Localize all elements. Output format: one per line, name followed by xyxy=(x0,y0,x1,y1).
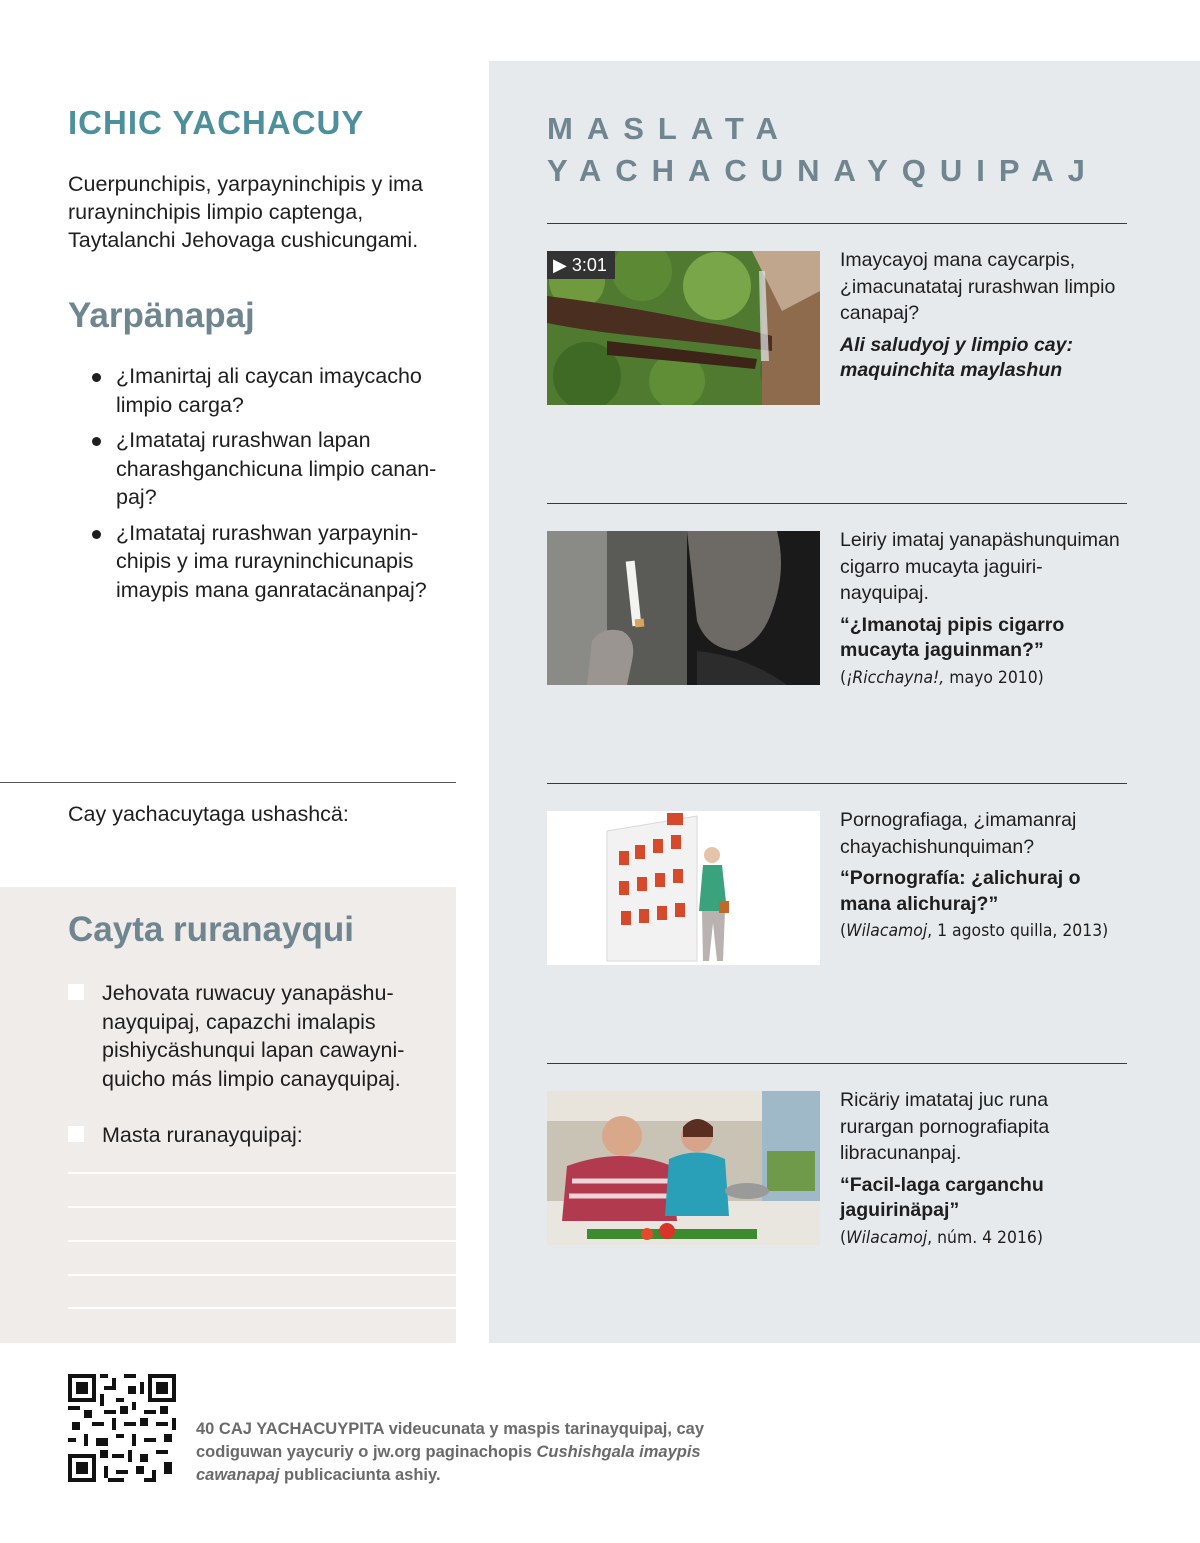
summary-title: ICHIC YACHACUY xyxy=(68,104,365,141)
review-question-text: ¿Imatataj rurashwan lapan charashganchicuna limpio cananpaj? xyxy=(116,428,437,509)
notes-label: Cay yachacuytaga ushashcä: xyxy=(68,802,349,826)
resource-item xyxy=(840,247,1125,384)
source-publication: Wilacamoj xyxy=(846,921,928,941)
goal-item xyxy=(68,1121,458,1151)
review-question-text: ¿Imanirtaj ali caycan imaycacho limpio carga? xyxy=(116,364,422,417)
summary-text: Cuerpunchipis, yarpayninchipis y ima rurayninchipis limpio captenga, Taytalanchi Jehovaga cushicungami. xyxy=(68,172,423,252)
review-question-text: ¿Imatataj rurashwan yarpayninchipis y ima rurayninchicunapis imaypis mana ganratacänanpaj? xyxy=(116,520,427,602)
resource-item xyxy=(840,807,1125,944)
article-source: (Wilacamoj, 1 agosto quilla, 2013) xyxy=(840,921,1109,941)
divider xyxy=(547,1063,1127,1064)
bullet-icon xyxy=(92,530,101,539)
resource-intro: Ricäriy imatataj juc runa rurargan pornografiapita libracunanpaj. xyxy=(840,1089,1050,1164)
video-title-link[interactable]: Ali saludyoj y limpio cay: maquinchita maylashun xyxy=(840,333,1073,381)
resource-intro: Leiriy imataj yanapäshunquiman cigarro mucayta jaguirinayquipaj. xyxy=(840,529,1120,604)
write-line[interactable] xyxy=(68,1307,456,1309)
cigarette-image xyxy=(547,531,820,685)
write-line[interactable] xyxy=(68,1240,456,1242)
video-thumbnail[interactable] xyxy=(547,251,820,405)
article-title-link[interactable]: “Facil-laga carganchu jaguirinäpaj” xyxy=(840,1173,1044,1221)
qr-code-graphic xyxy=(68,1374,176,1482)
article-thumbnail[interactable] xyxy=(547,1091,820,1245)
resource-intro: Pornografiaga, ¿imamanraj chayachishunquiman? xyxy=(840,809,1077,858)
divider xyxy=(547,223,1127,224)
article-title-link[interactable]: “¿Imanotaj pipis cigarro mucayta jaguinman?” xyxy=(840,613,1065,661)
resource-item xyxy=(840,1087,1125,1251)
kitchen-couple-image xyxy=(547,1091,820,1245)
qr-code-icon[interactable] xyxy=(68,1374,176,1482)
try-this-title: Cayta ruranayqui xyxy=(68,910,354,949)
article-source: (¡Ricchayna!, mayo 2010) xyxy=(840,667,1044,688)
explore-title: MASLATA YACHACUNAYQUIPAJ xyxy=(547,111,1099,188)
review-question xyxy=(92,519,452,605)
pornography-article-image xyxy=(547,811,820,965)
goal-text: Masta ruranayquipaj: xyxy=(102,1123,303,1147)
goal-text: Jehovata ruwacuy yanapäshunayquipaj, capazchi imalapis pishiycäshunqui lapan cawayniquicho más limpio canayquipaj. xyxy=(102,981,405,1091)
divider xyxy=(547,503,1127,504)
goal-item xyxy=(68,979,458,1099)
review-list xyxy=(92,362,452,611)
goal-checkbox[interactable] xyxy=(68,1126,84,1142)
bullet-icon xyxy=(92,373,101,382)
review-question xyxy=(92,426,452,512)
write-line[interactable] xyxy=(68,1172,456,1174)
write-line[interactable] xyxy=(68,1206,456,1208)
article-title-link[interactable]: “Pornografía: ¿alichuraj o mana alichuraj?” xyxy=(840,867,1081,915)
article-thumbnail[interactable] xyxy=(547,811,820,965)
goal-checkbox[interactable] xyxy=(68,984,84,1000)
footer-lead: 40 CAJ YACHACUYPITA xyxy=(196,1420,384,1438)
footer-text: 40 CAJ YACHACUYPITA videucunata y maspis tarinayquipaj, cay codiguwan yaycuriy o jw.org paginachopis Cushishgala imaypis cawanapaj publicaciunta ashiy. xyxy=(196,1420,705,1484)
article-source: (Wilacamoj, núm. 4 2016) xyxy=(840,1227,1043,1248)
article-thumbnail[interactable] xyxy=(547,531,820,685)
divider xyxy=(547,783,1127,784)
video-duration-badge: ▶ 3:01 xyxy=(547,251,615,279)
divider xyxy=(0,782,456,783)
resource-intro: Imaycayoj mana caycarpis, ¿imacunatataj rurashwan limpio canapaj? xyxy=(840,249,1116,324)
source-publication: Wilacamoj xyxy=(846,1227,928,1248)
footer-publication-title: Cushishgala imaypis cawanapaj xyxy=(196,1443,701,1484)
review-title: Yarpänapaj xyxy=(68,296,255,335)
review-question xyxy=(92,362,452,419)
write-line[interactable] xyxy=(68,1274,456,1276)
source-publication: ¡Ricchayna!, xyxy=(846,667,945,688)
resource-item xyxy=(840,527,1125,691)
bullet-icon xyxy=(92,437,101,446)
